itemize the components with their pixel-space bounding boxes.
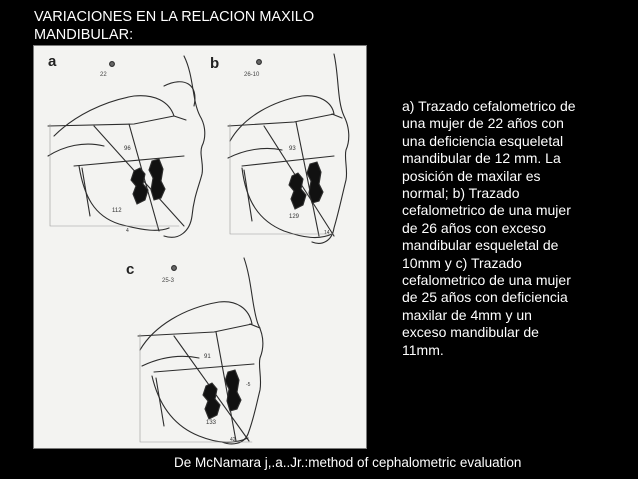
cephalometric-tracings bbox=[34, 46, 366, 448]
figure-caption bbox=[402, 98, 622, 359]
panel-a-angle-2: 112 bbox=[112, 208, 122, 214]
panel-b-angle-1: 93 bbox=[289, 146, 296, 152]
panel-a-top-label: 22 bbox=[100, 72, 107, 78]
panel-c-top-label: 25-3 bbox=[162, 278, 175, 284]
caption-line: cefalometrico de una mujer bbox=[402, 272, 571, 289]
caption-line: exceso mandibular de bbox=[402, 324, 539, 341]
title-line: MANDIBULAR: bbox=[34, 27, 134, 43]
caption-line: mandibular esqueletal de bbox=[402, 237, 559, 254]
caption-line: una mujer de 22 años con bbox=[402, 115, 564, 132]
panel-c-angle-2: 133 bbox=[206, 420, 217, 426]
panel-letter-c: c bbox=[126, 261, 135, 278]
tracing-c bbox=[126, 258, 263, 444]
caption-line: normal; b) Trazado bbox=[402, 185, 520, 202]
caption-line: a) Trazado cefalometrico de bbox=[402, 98, 576, 114]
reference-citation: De McNamara j,.a..Jr.:method of cephalometric evaluation bbox=[174, 455, 522, 470]
caption-line: de 26 años con exceso bbox=[402, 219, 546, 236]
panel-b-lower-label: 14 bbox=[324, 230, 330, 236]
tracing-a bbox=[48, 53, 205, 237]
panel-a-lower-label: 4 bbox=[126, 228, 129, 234]
caption-line: de 25 años con deficiencia bbox=[402, 289, 568, 306]
title-line: VARIACIONES EN LA RELACION MAXILO bbox=[34, 9, 315, 25]
caption-line: una deficiencia esqueletal bbox=[402, 132, 564, 149]
caption-line: 11mm. bbox=[402, 341, 444, 358]
panel-b-angle-2: 129 bbox=[289, 214, 300, 220]
caption-line: maxilar de 4mm y un bbox=[402, 306, 532, 323]
panel-a-angle-1: 96 bbox=[124, 146, 131, 152]
caption-line: posición de maxilar es bbox=[402, 167, 541, 184]
panel-c-lower-label: 42 bbox=[230, 437, 236, 443]
panel-b-top-label: 26-10 bbox=[244, 72, 260, 78]
caption-line: 10mm y c) Trazado bbox=[402, 254, 522, 271]
caption-line: cefalometrico de una mujer bbox=[402, 202, 571, 219]
slide-title bbox=[34, 8, 364, 44]
panel-c-side-label: -5 bbox=[246, 382, 251, 388]
panel-c-angle-1: 91 bbox=[204, 354, 211, 360]
cephalometric-figure bbox=[33, 45, 367, 449]
panel-letter-a: a bbox=[48, 53, 57, 70]
panel-letter-b: b bbox=[210, 55, 220, 72]
caption-line: mandibular de 12 mm. La bbox=[402, 150, 561, 167]
tracing-b bbox=[210, 54, 349, 243]
